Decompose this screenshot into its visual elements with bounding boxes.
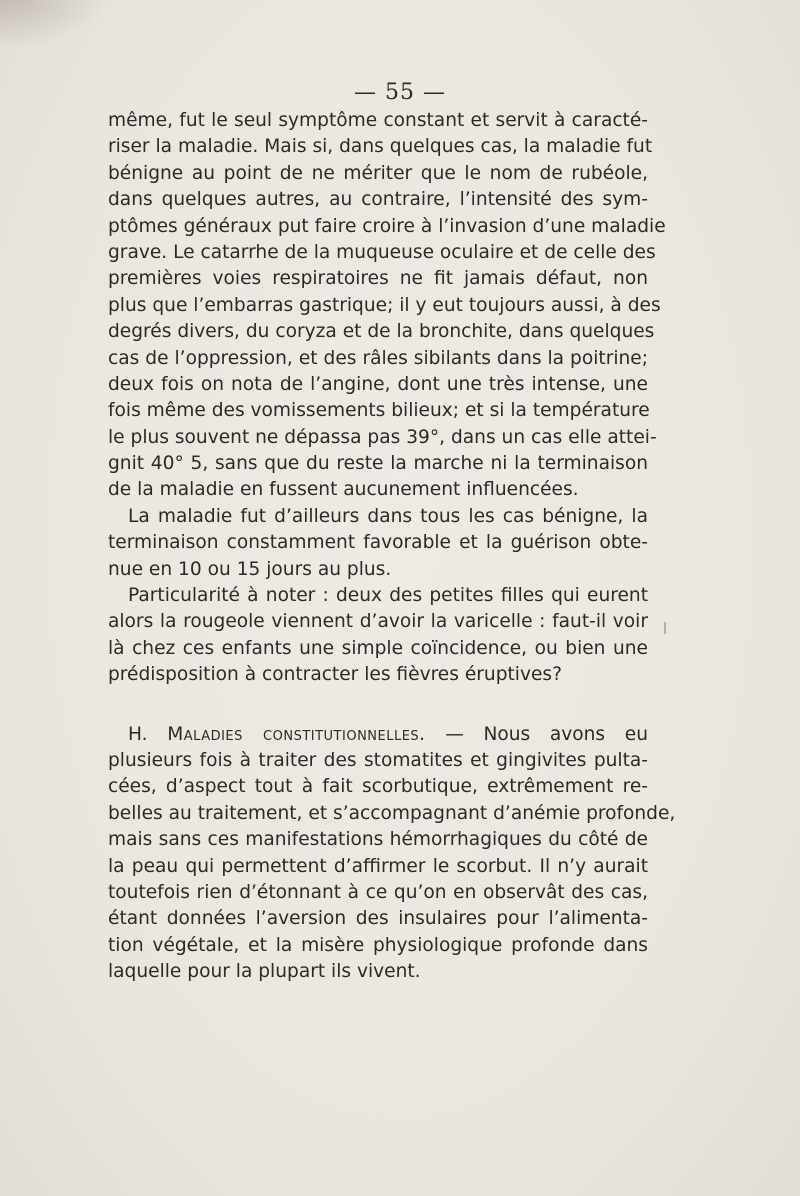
text-line: mais sans ces manifestations hémorrhagiques du côté de — [108, 829, 648, 851]
text-line: laquelle pour la plupart ils vivent. — [108, 961, 421, 983]
text-line: fois même des vomissements bilieux; et si la température — [108, 400, 650, 422]
text-line: cées, d’aspect tout à fait scorbutique, extrêmement re- — [108, 776, 648, 798]
text-line: plus que l’embarras gastrique; il y eut toujours aussi, à des — [108, 294, 661, 316]
section-first-line — [108, 722, 648, 748]
text-line: alors la rougeole viennent d’avoir la varicelle : faut-il voir — [108, 611, 648, 633]
text-line: tion végétale, et la misère physiologique profonde dans — [108, 934, 648, 956]
section-constitutional-diseases — [108, 722, 676, 986]
text-line: la peau qui permettent d’affirmer le scorbut. Il n’y aurait — [108, 855, 648, 877]
text-line: gnit 40° 5, sans que du reste la marche ni la terminaison — [108, 453, 648, 475]
section-heading: Maladies constitutionnelles. — [167, 723, 426, 745]
text-line: de la maladie en fussent aucunement influencées. — [108, 479, 579, 501]
text-line: deux fois on nota de l’angine, dont une très intense, une — [108, 373, 648, 395]
text-line: cas de l’oppression, et des râles sibilants dans la poitrine; — [108, 347, 648, 369]
text-line: le plus souvent ne dépassa pas 39°, dans un cas elle attei- — [108, 426, 657, 448]
text-line: là chez ces enfants une simple coïncidence, ou bien une — [108, 637, 648, 659]
text-line: bénigne au point de ne mériter que le nom de rubéole, — [108, 162, 648, 184]
page-corner-shadow — [0, 0, 110, 50]
section-paragraph — [108, 748, 676, 986]
paragraphs-measles — [108, 108, 666, 689]
text-line: degrés divers, du coryza et de la bronchite, dans quelques — [108, 321, 655, 343]
section-letter: H. — [128, 723, 148, 745]
text-line: nue en 10 ou 15 jours au plus. — [108, 558, 392, 580]
text-line: prédisposition à contracter les fièvres éruptives? — [108, 664, 562, 686]
text-line: belles au traitement, et s’accompagnant d’anémie profonde, — [108, 802, 676, 824]
text-line: même, fut le seul symptôme constant et servit à caracté- — [108, 110, 648, 131]
text-line: ptômes généraux put faire croire à l’invasion d’une maladie — [108, 215, 666, 237]
text-line: grave. Le catarrhe de la muqueuse oculaire et de celle des — [108, 241, 656, 263]
text-line: dans quelques autres, au contraire, l’intensité des sym- — [108, 189, 648, 211]
text-line: toutefois rien d’étonnant à ce qu’on en observât des cas, — [108, 881, 648, 903]
text-line: La maladie fut d’ailleurs dans tous les cas bénigne, la — [128, 505, 648, 527]
text-line: terminaison constamment favorable et la guérison obte- — [108, 532, 648, 554]
body-text — [108, 108, 676, 986]
margin-ink-mark — [664, 622, 666, 634]
text-line: plusieurs fois à traiter des stomatites et gingivites pulta- — [108, 749, 648, 771]
text-line: étant données l’aversion des insulaires pour l’alimenta- — [108, 908, 648, 930]
text-line: Particularité à noter : deux des petites filles qui eurent — [128, 585, 648, 607]
section-gap — [108, 689, 648, 722]
page-number: — 55 — — [354, 80, 446, 105]
text-line: riser la maladie. Mais si, dans quelques cas, la maladie fut — [108, 136, 653, 158]
section-first-line-text: — Nous avons eu — [445, 723, 648, 745]
text-line: premières voies respiratoires ne fit jamais défaut, non — [108, 268, 648, 290]
